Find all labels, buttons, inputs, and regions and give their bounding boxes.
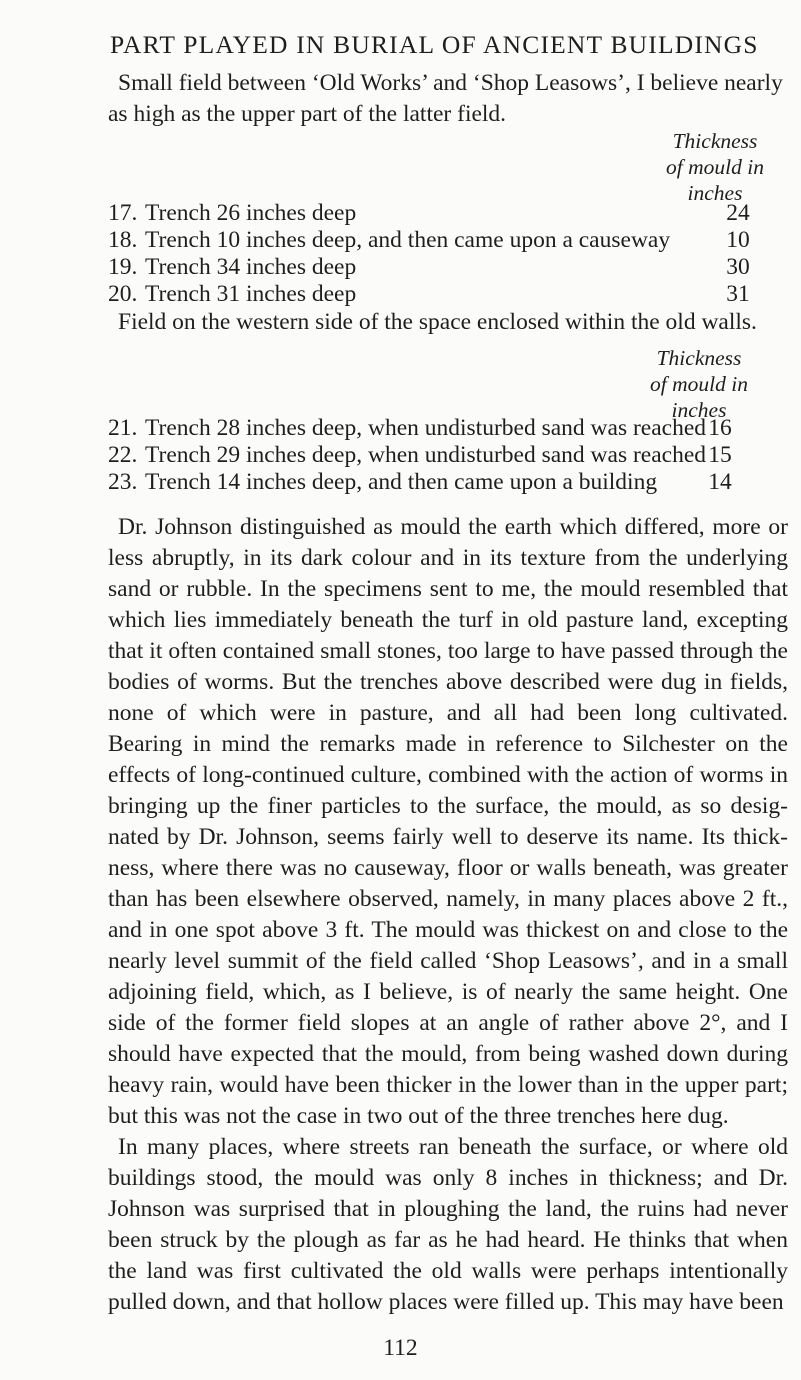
row-description: Trench 26 inches deep	[145, 200, 357, 226]
row-number: 19.	[108, 254, 138, 280]
table-row	[0, 200, 801, 228]
section-title: Field on the western side of the space enclosed within the old walls.	[118, 309, 757, 335]
paragraph: In many places, where streets ran beneath the surface, or where old buildings stood, the mould was only 8 inches in thickness; and Dr. Johnson was surprised that in ploughing the land, the ruins had never been struck by the plough as far as he had heard. He thinks that when the land was first cultivated the old walls were perhaps intentionally pulled down, and that hollow places were filled up. This may have been	[108, 1134, 788, 1315]
table1-header-line: Thickness	[672, 129, 758, 153]
row-number: 23.	[108, 469, 138, 495]
intro-line-1: Small field between ‘Old Works’ and ‘Shop Leasows’, I believe nearly	[118, 70, 783, 96]
table1-header-line: of mould in	[666, 155, 764, 179]
table-row	[0, 415, 801, 443]
table1-header-line: inches	[687, 181, 743, 205]
row-thickness: 10	[726, 227, 750, 253]
row-number: 21.	[108, 415, 138, 441]
table2-header-line: inches	[671, 398, 727, 422]
row-description: Trench 28 inches deep, when undisturbed sand was reached	[145, 415, 707, 441]
row-number: 17.	[108, 200, 138, 226]
table-row	[0, 281, 801, 309]
row-description: Trench 34 inches deep	[145, 254, 357, 280]
table-row	[0, 469, 801, 497]
row-thickness: 24	[726, 200, 750, 226]
row-description: Trench 31 inches deep	[145, 281, 357, 307]
running-head: PART PLAYED IN BURIAL OF ANCIENT BUILDINGS	[110, 30, 759, 59]
body-text	[108, 512, 788, 1318]
row-number: 22.	[108, 442, 138, 468]
row-thickness: 16	[708, 415, 732, 441]
row-thickness: 30	[726, 254, 750, 280]
row-thickness: 14	[708, 469, 732, 495]
row-thickness: 15	[708, 442, 732, 468]
table-row	[0, 442, 801, 470]
table-row	[0, 227, 801, 255]
row-number: 20.	[108, 281, 138, 307]
paragraph: Dr. Johnson distinguished as mould the earth which differed, more or less abruptly, in its dark colour and in its texture from the underlying sand or rubble. In the specimens sent to me, the mould resembled that which lies immediately beneath the turf in old pasture land, excepting that it often contained small stones, too large to have passed through the bodies of worms. But the trenches above described were dug in fields, none of which were in pasture, and all had been long cultivated. Bearing in mind the remarks made in reference to Silchester on the effects of long-continued culture, combined with the action of worms in bringing up the finer particles to the surface, the mould, as so desig-nated by Dr. Johnson, seems fairly well to deserve its name. Its thick-ness, where there was no causeway, floor or walls beneath, was greater than has been elsewhere observed, namely, in many places above 2 ft., and in one spot above 3 ft. The mould was thickest on and close to the nearly level summit of the field called ‘Shop Leasows’, and in a small adjoining field, which, as I believe, is of nearly the same height. One side of the former field slopes at an angle of rather above 2°, and I should have expected that the mould, from being washed down during heavy rain, would have been thicker in the lower than in the upper part; but this was not the case in two out of the three trenches here dug.	[108, 514, 788, 1129]
row-number: 18.	[108, 227, 138, 253]
row-description: Trench 29 inches deep, when undisturbed sand was reached	[145, 442, 707, 468]
table2-header-line: Thickness	[656, 346, 742, 370]
row-description: Trench 10 inches deep, and then came upon a causeway	[145, 227, 671, 253]
row-thickness: 31	[726, 281, 750, 307]
intro-line-2: as high as the upper part of the latter field.	[108, 101, 507, 127]
table-row	[0, 254, 801, 282]
table1-column-header	[640, 128, 790, 206]
row-description: Trench 14 inches deep, and then came upon a building	[145, 469, 658, 495]
table2-column-header	[624, 345, 774, 423]
page-number: 112	[383, 1335, 418, 1361]
table2-header-line: of mould in	[650, 372, 748, 396]
